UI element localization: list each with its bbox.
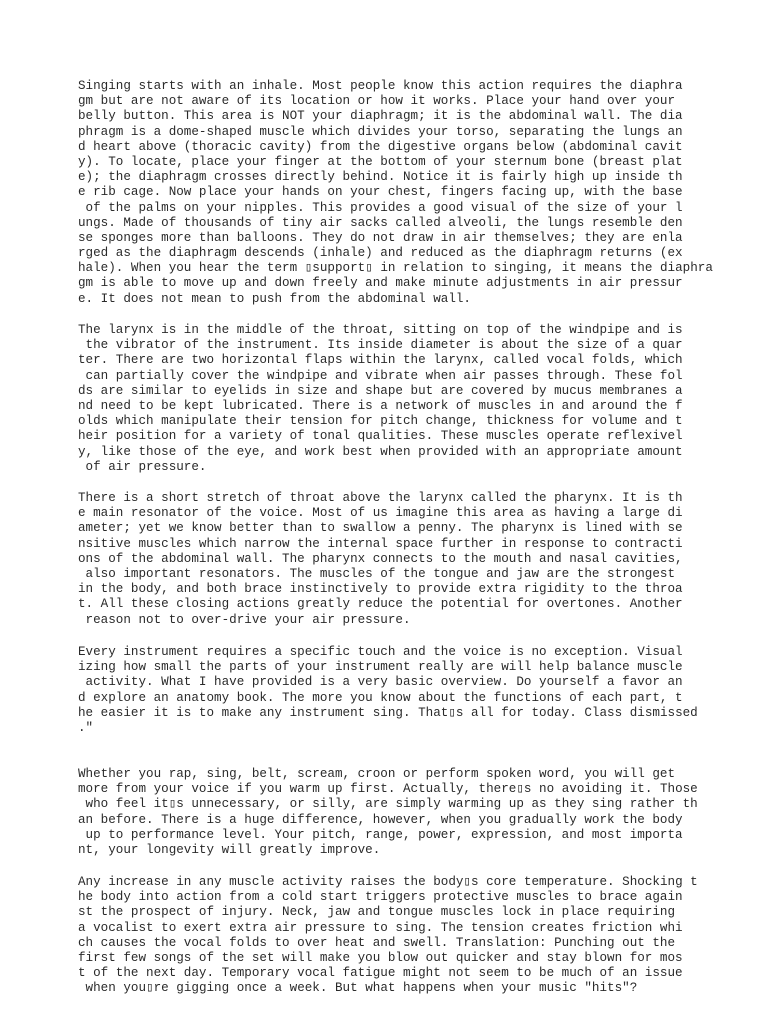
text-line: t of the next day. Temporary vocal fatigue might not seem to be much of an issue — [78, 966, 683, 981]
text-line: who feel it▯s unnecessary, or silly, are simply warming up as they sing rather th — [78, 797, 698, 812]
text-line: e rib cage. Now place your hands on your chest, fingers facing up, with the base — [78, 185, 683, 200]
text-line: of the palms on your nipples. This provides a good visual of the size of your l — [78, 200, 683, 215]
text-line: e); the diaphragm crosses directly behind. Notice it is fairly high up inside th — [78, 170, 683, 185]
text-line: ter. There are two horizontal flaps within the larynx, called vocal folds, which — [78, 353, 683, 368]
text-line: ." — [78, 720, 94, 735]
text-line: d heart above (thoracic cavity) from the digestive organs below (abdominal cavit — [78, 139, 683, 154]
text-line: Singing starts with an inhale. Most people know this action requires the diaphra — [78, 79, 683, 93]
text-line: ons of the abdominal wall. The pharynx connects to the mouth and nasal cavities, — [78, 551, 683, 566]
text-line: olds which manipulate their tension for pitch change, thickness for volume and t — [78, 414, 683, 429]
text-line: also important resonators. The muscles of the tongue and jaw are the strongest — [78, 566, 676, 581]
text-line: y). To locate, place your finger at the bottom of your sternum bone (breast plat — [78, 154, 683, 169]
text-line: phragm is a dome-shaped muscle which divides your torso, separating the lungs an — [78, 124, 683, 139]
text-line: The larynx is in the middle of the throat, sitting on top of the windpipe and is — [78, 323, 683, 337]
text-line: a vocalist to exert extra air pressure to sing. The tension creates friction whi — [78, 920, 683, 935]
text-line: reason not to over-drive your air pressure. — [78, 612, 411, 627]
text-line: more from your voice if you warm up first. Actually, there▯s no avoiding it. Those — [78, 782, 698, 797]
text-line: nt, your longevity will greatly improve. — [78, 842, 381, 857]
text-line: se sponges more than balloons. They do not draw in air themselves; they are enla — [78, 230, 683, 245]
text-line: the vibrator of the instrument. Its inside diameter is about the size of a quar — [78, 338, 683, 353]
text-line: of air pressure. — [78, 459, 207, 474]
text-line: ungs. Made of thousands of tiny air sacks called alveoli, the lungs resemble den — [78, 215, 683, 230]
text-line: first few songs of the set will make you blow out quicker and stay blown for mos — [78, 950, 683, 965]
text-line: activity. What I have provided is a very basic overview. Do yourself a favor an — [78, 675, 683, 690]
text-line: izing how small the parts of your instrument really are will help balance muscle — [78, 660, 683, 675]
text-line: gm but are not aware of its location or how it works. Place your hand over your — [78, 94, 676, 109]
text-line: Whether you rap, sing, belt, scream, croon or perform spoken word, you will get — [78, 767, 676, 781]
text-line: up to performance level. Your pitch, range, power, expression, and most importa — [78, 827, 683, 842]
text-line: he body into action from a cold start triggers protective muscles to brace again — [78, 890, 683, 905]
text-line: st the prospect of injury. Neck, jaw and tongue muscles lock in place requiring — [78, 905, 676, 920]
paragraph-muscle-temperature — [78, 875, 698, 997]
text-line: he easier it is to make any instrument sing. That▯s all for today. Class dismissed — [78, 705, 698, 720]
text-line: when you▯re gigging once a week. But what happens when your music "hits"? — [78, 981, 638, 996]
text-line: hale). When you hear the term ▯support▯ in relation to singing, it means the diaphra — [78, 261, 713, 276]
text-line: e main resonator of the voice. Most of us imagine this area as having a large di — [78, 506, 683, 521]
text-line: Every instrument requires a specific touch and the voice is no exception. Visual — [78, 645, 683, 659]
paragraph-pharynx — [78, 491, 683, 628]
text-line: ameter; yet we know better than to swallow a penny. The pharynx is lined with se — [78, 521, 683, 536]
text-line: d explore an anatomy book. The more you know about the functions of each part, t — [78, 690, 683, 705]
paragraph-instrument-touch — [78, 645, 698, 736]
text-line: belly button. This area is NOT your diaphragm; it is the abdominal wall. The dia — [78, 109, 683, 124]
text-line: an before. There is a huge difference, however, when you gradually work the body — [78, 812, 683, 827]
text-line: y, like those of the eye, and work best when provided with an appropriate amount — [78, 444, 683, 459]
text-line: rged as the diaphragm descends (inhale) and reduced as the diaphragm returns (ex — [78, 246, 683, 261]
paragraph-diaphragm — [78, 79, 713, 307]
text-line: in the body, and both brace instinctively to provide extra rigidity to the throa — [78, 582, 683, 597]
text-line: nd need to be kept lubricated. There is a network of muscles in and around the f — [78, 398, 683, 413]
text-line: ds are similar to eyelids in size and shape but are covered by mucus membranes a — [78, 383, 683, 398]
paragraph-larynx — [78, 323, 683, 475]
text-line: can partially cover the windpipe and vibrate when air passes through. These fol — [78, 368, 683, 383]
text-line: gm is able to move up and down freely and make minute adjustments in air pressur — [78, 276, 683, 291]
text-line: ch causes the vocal folds to over heat and swell. Translation: Punching out the — [78, 935, 676, 950]
text-line: t. All these closing actions greatly reduce the potential for overtones. Another — [78, 597, 683, 612]
paragraph-warm-up — [78, 767, 698, 858]
text-line: heir position for a variety of tonal qualities. These muscles operate reflexivel — [78, 429, 683, 444]
text-line: Any increase in any muscle activity raises the body▯s core temperature. Shocking t — [78, 875, 698, 889]
text-line: nsitive muscles which narrow the internal space further in response to contracti — [78, 536, 683, 551]
text-line: There is a short stretch of throat above the larynx called the pharynx. It is th — [78, 491, 683, 505]
text-line: e. It does not mean to push from the abdominal wall. — [78, 291, 471, 306]
